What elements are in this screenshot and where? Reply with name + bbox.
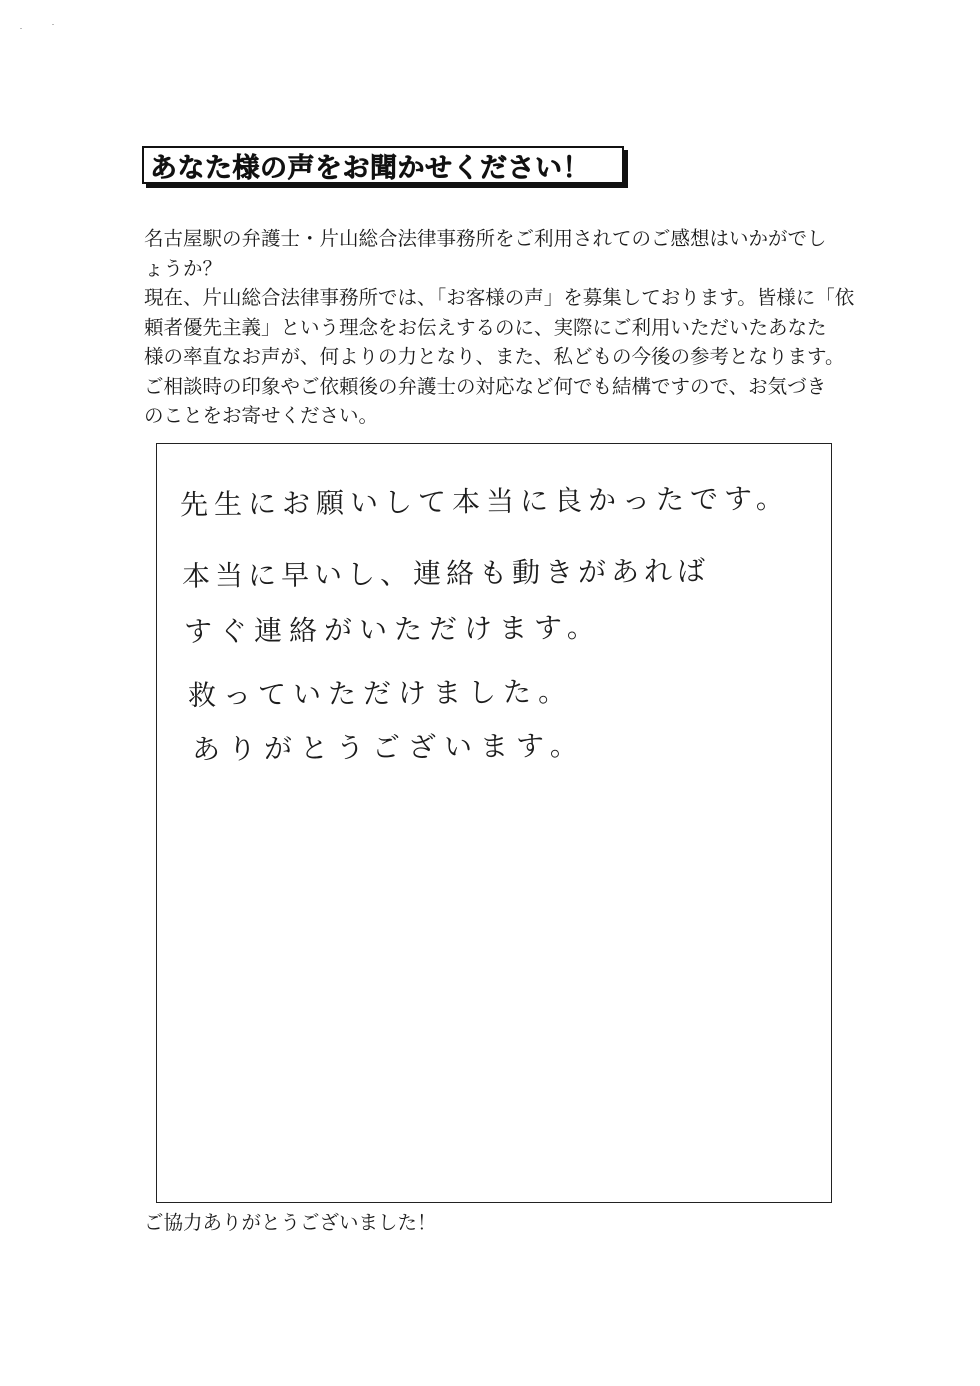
intro-paragraph [144, 224, 855, 431]
handwritten-answer-line: 救っていただけました。 [187, 674, 574, 713]
page-title: あなた様の声をお聞かせください！ [150, 152, 590, 184]
handwritten-answer-line: 先生にお願いして本当に良かったです。 [179, 481, 790, 522]
intro-line: のことをお寄せください。 [144, 404, 379, 427]
intro-line: 頼者優先主義」という理念をお伝えするのに、実際にご利用いただいたあなた [144, 315, 827, 339]
scan-speck [20, 28, 22, 29]
intro-line: ょうか？ [144, 256, 223, 280]
page-title-box [142, 146, 624, 184]
thank-you-note: ご協力ありがとうございました！ [144, 1211, 437, 1234]
handwritten-answer-line: ありがとうございます。 [191, 728, 586, 767]
handwritten-answer-line: 本当に早いし、連絡も動きがあれば [181, 554, 711, 593]
intro-line: 現在、片山総合法律事務所では、「お客様の声」を募集しております。皆様に「依 [144, 286, 855, 309]
scan-speck [52, 24, 54, 25]
intro-line: 様の率直なお声が、何よりの力となり、また、私どもの今後の参考となります。 [144, 345, 845, 368]
handwritten-answer-line: すぐ連絡がいただけます。 [183, 610, 602, 649]
intro-line: ご相談時の印象やご依頼後の弁護士の対応など何でも結構ですので、お気づき [144, 374, 827, 398]
intro-line: 名古屋駅の弁護士・片山総合法律事務所をご利用されてのご感想はいかがでし [144, 227, 827, 250]
